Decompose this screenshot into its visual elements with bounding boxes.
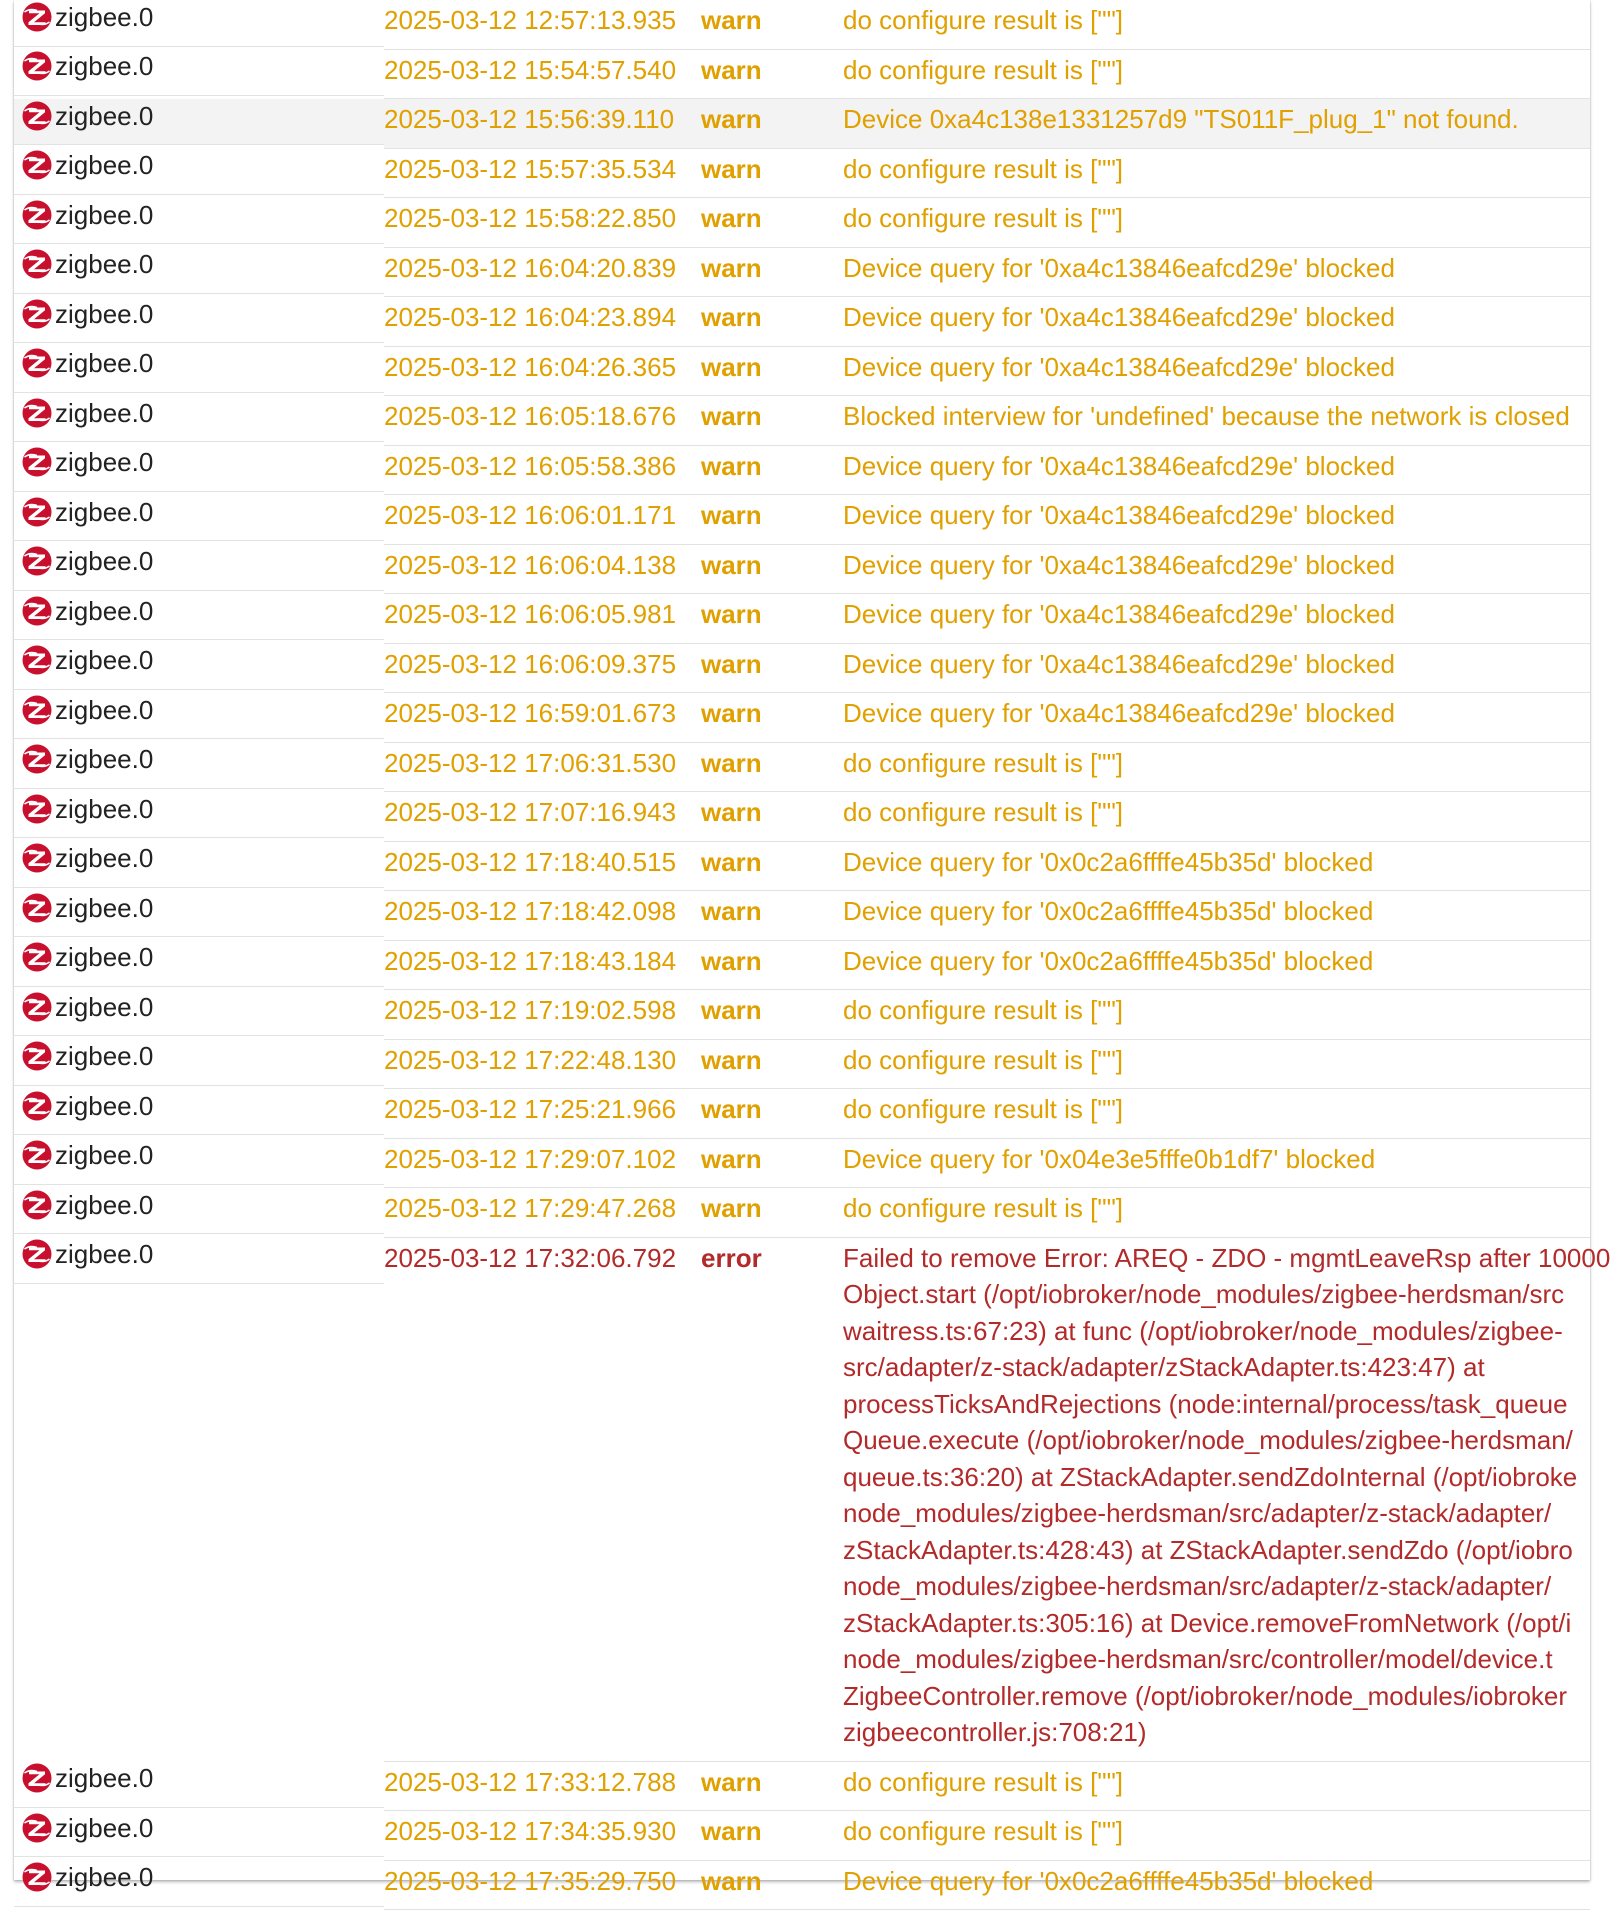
log-table	[14, 0, 1610, 1910]
log-row[interactable]	[14, 544, 1590, 594]
log-timestamp: 2025-03-12 17:25:21.966	[384, 1089, 701, 1139]
zigbee-logo-icon	[22, 744, 52, 774]
log-timestamp: 2025-03-12 17:33:12.788	[384, 1761, 701, 1811]
log-row[interactable]	[14, 99, 1590, 149]
log-message-line: ZigbeeController.remove (/opt/iobroker/node_modules/iobroker	[843, 1680, 1568, 1711]
log-message: Device query for '0xa4c13846eafcd29e' blocked	[843, 643, 1590, 693]
zigbee-logo-icon	[22, 398, 52, 428]
log-source-cell	[14, 148, 384, 195]
zigbee-logo-icon	[22, 942, 52, 972]
log-source-cell	[14, 990, 384, 1037]
log-level: warn	[701, 693, 843, 743]
log-timestamp: 2025-03-12 16:05:58.386	[384, 445, 701, 495]
zigbee-logo-icon	[22, 101, 52, 131]
zigbee-logo-icon	[22, 2, 52, 32]
zigbee-logo-icon	[22, 447, 52, 477]
zigbee-logo-icon	[22, 200, 52, 230]
log-source: zigbee.0	[55, 2, 154, 32]
log-message-line: Queue.execute (/opt/iobroker/node_modules/zigbee-herdsman/	[843, 1425, 1573, 1455]
log-timestamp: 2025-03-12 16:06:01.171	[384, 495, 701, 545]
log-message: do configure result is [""]	[843, 1811, 1590, 1861]
log-level: warn	[701, 1039, 843, 1089]
log-message: Device query for '0xa4c13846eafcd29e' blocked	[843, 445, 1590, 495]
log-timestamp: 2025-03-12 17:19:02.598	[384, 990, 701, 1040]
log-level: warn	[701, 643, 843, 693]
log-row[interactable]	[14, 643, 1590, 693]
log-message: Device query for '0xa4c13846eafcd29e' blocked	[843, 297, 1590, 347]
log-timestamp: 2025-03-12 17:07:16.943	[384, 792, 701, 842]
log-source-cell	[14, 1237, 384, 1284]
log-row[interactable]	[14, 594, 1590, 644]
log-source-cell	[14, 940, 384, 987]
log-source-cell	[14, 544, 384, 591]
log-level: warn	[701, 594, 843, 644]
log-message-line: waitress.ts:67:23) at func (/opt/iobroker/node_modules/zigbee-	[843, 1315, 1563, 1346]
log-row[interactable]	[14, 742, 1590, 792]
log-message-line: Failed to remove Error: AREQ - ZDO - mgmtLeaveRsp after 10000	[843, 1242, 1610, 1273]
zigbee-logo-icon	[22, 1190, 52, 1220]
zigbee-logo-icon	[22, 1862, 52, 1892]
log-message: Device query for '0xa4c13846eafcd29e' blocked	[843, 495, 1590, 545]
log-message: do configure result is [""]	[843, 792, 1590, 842]
log-row[interactable]	[14, 247, 1590, 297]
log-source-cell	[14, 297, 384, 344]
log-row[interactable]	[14, 1811, 1590, 1861]
log-source: zigbee.0	[55, 942, 154, 972]
log-level: warn	[701, 891, 843, 941]
log-message: Device query for '0x0c2a6ffffe45b35d' blocked	[843, 841, 1590, 891]
log-timestamp: 2025-03-12 16:04:26.365	[384, 346, 701, 396]
log-row[interactable]	[14, 1138, 1590, 1188]
log-row[interactable]	[14, 1860, 1590, 1910]
log-row[interactable]	[14, 49, 1590, 99]
log-message: Device query for '0xa4c13846eafcd29e' blocked	[843, 594, 1590, 644]
log-source-cell	[14, 891, 384, 938]
log-level: error	[701, 1237, 843, 1761]
log-message: do configure result is [""]	[843, 49, 1590, 99]
log-level: warn	[701, 1089, 843, 1139]
zigbee-logo-icon	[22, 1763, 52, 1793]
log-level: warn	[701, 49, 843, 99]
log-source-cell	[14, 594, 384, 641]
log-level: warn	[701, 990, 843, 1040]
log-timestamp: 2025-03-12 17:29:47.268	[384, 1188, 701, 1238]
log-timestamp: 2025-03-12 16:06:09.375	[384, 643, 701, 693]
zigbee-logo-icon	[22, 695, 52, 725]
log-level: warn	[701, 99, 843, 149]
log-source-cell	[14, 841, 384, 888]
log-level: warn	[701, 940, 843, 990]
log-source-cell	[14, 0, 384, 47]
log-message: Device query for '0x0c2a6ffffe45b35d' blocked	[843, 891, 1590, 941]
log-row[interactable]	[14, 891, 1590, 941]
log-source: zigbee.0	[55, 1862, 154, 1892]
log-timestamp: 2025-03-12 15:58:22.850	[384, 198, 701, 248]
log-source: zigbee.0	[55, 1189, 154, 1220]
log-source: zigbee.0	[55, 843, 154, 873]
zigbee-logo-icon	[22, 843, 52, 873]
log-level: warn	[701, 198, 843, 248]
log-source: zigbee.0	[55, 1140, 154, 1170]
log-timestamp: 2025-03-12 17:22:48.130	[384, 1039, 701, 1089]
zigbee-logo-icon	[22, 150, 52, 180]
log-source: zigbee.0	[55, 546, 154, 576]
log-row[interactable]	[14, 495, 1590, 545]
log-row[interactable]	[14, 940, 1590, 990]
log-message: Device query for '0x04e3e5fffe0b1df7' blocked	[843, 1138, 1590, 1188]
zigbee-logo-icon	[22, 645, 52, 675]
log-source-cell	[14, 1089, 384, 1136]
log-message-line: node_modules/zigbee-herdsman/src/adapter/z-stack/adapter/	[843, 1571, 1552, 1601]
log-source-cell	[14, 1761, 384, 1808]
log-message: do configure result is [""]	[843, 198, 1590, 248]
log-message: do configure result is [""]	[843, 1089, 1590, 1139]
log-message: do configure result is [""]	[843, 990, 1590, 1040]
log-row[interactable]	[14, 1089, 1590, 1139]
log-message-line: zStackAdapter.ts:428:43) at ZStackAdapter.sendZdo (/opt/iobro	[843, 1534, 1573, 1565]
log-source: zigbee.0	[55, 1090, 154, 1121]
log-timestamp: 2025-03-12 15:56:39.110	[384, 99, 701, 149]
log-level: warn	[701, 148, 843, 198]
log-source-cell	[14, 1860, 384, 1907]
log-source-cell	[14, 247, 384, 294]
log-source-cell	[14, 99, 384, 146]
log-source: zigbee.0	[55, 991, 154, 1022]
log-source-cell	[14, 346, 384, 393]
log-source: zigbee.0	[55, 892, 154, 923]
log-timestamp: 2025-03-12 16:06:04.138	[384, 544, 701, 594]
log-source: zigbee.0	[55, 595, 154, 626]
log-source: zigbee.0	[55, 100, 154, 131]
log-timestamp: 2025-03-12 17:18:40.515	[384, 841, 701, 891]
log-level: warn	[701, 1761, 843, 1811]
zigbee-logo-icon	[22, 596, 52, 626]
log-timestamp: 2025-03-12 16:05:18.676	[384, 396, 701, 446]
log-source-cell	[14, 693, 384, 740]
log-timestamp: 2025-03-12 16:59:01.673	[384, 693, 701, 743]
log-message: do configure result is [""]	[843, 742, 1590, 792]
zigbee-logo-icon	[22, 1091, 52, 1121]
log-level: warn	[701, 396, 843, 446]
log-level: warn	[701, 1860, 843, 1910]
zigbee-logo-icon	[22, 893, 52, 923]
log-message: Device query for '0xa4c13846eafcd29e' blocked	[843, 247, 1590, 297]
log-source-cell	[14, 1811, 384, 1858]
log-source-cell	[14, 792, 384, 839]
log-source-cell	[14, 1138, 384, 1185]
log-source-cell	[14, 742, 384, 789]
log-level: warn	[701, 1138, 843, 1188]
log-message: do configure result is [""]	[843, 148, 1590, 198]
log-row[interactable]	[14, 841, 1590, 891]
log-table-body	[14, 0, 1610, 1910]
log-source: zigbee.0	[55, 298, 154, 329]
log-row[interactable]	[14, 1039, 1590, 1089]
log-timestamp: 2025-03-12 17:18:43.184	[384, 940, 701, 990]
log-level: warn	[701, 247, 843, 297]
log-row[interactable]	[14, 990, 1590, 1040]
log-level: warn	[701, 346, 843, 396]
log-level: warn	[701, 445, 843, 495]
log-source-cell	[14, 198, 384, 245]
log-source-cell	[14, 1188, 384, 1235]
log-source: zigbee.0	[55, 694, 154, 725]
log-message-line: processTicksAndRejections (node:internal/process/task_queue	[843, 1388, 1568, 1419]
log-level: warn	[701, 1811, 843, 1861]
log-source: zigbee.0	[55, 1239, 154, 1269]
log-source-cell	[14, 1039, 384, 1086]
log-message: Device query for '0x0c2a6ffffe45b35d' blocked	[843, 940, 1590, 990]
log-timestamp: 2025-03-12 17:34:35.930	[384, 1811, 701, 1861]
log-level: warn	[701, 1188, 843, 1238]
log-source-cell	[14, 495, 384, 542]
log-row[interactable]	[14, 198, 1590, 248]
log-timestamp: 2025-03-12 17:32:06.792	[384, 1237, 701, 1761]
log-row[interactable]	[14, 445, 1590, 495]
log-panel	[14, 0, 1610, 1896]
log-source-cell	[14, 643, 384, 690]
log-row[interactable]	[14, 0, 1590, 49]
zigbee-logo-icon	[22, 1239, 52, 1269]
log-level: warn	[701, 297, 843, 347]
zigbee-logo-icon	[22, 497, 52, 527]
log-row[interactable]	[14, 693, 1590, 743]
log-message: do configure result is [""]	[843, 1039, 1590, 1089]
log-message: Blocked interview for 'undefined' because the network is closed	[843, 396, 1590, 446]
log-timestamp: 2025-03-12 16:06:05.981	[384, 594, 701, 644]
log-level: warn	[701, 742, 843, 792]
log-source: zigbee.0	[55, 249, 154, 279]
log-row[interactable]	[14, 396, 1590, 446]
log-message	[843, 1237, 1610, 1761]
log-source: zigbee.0	[55, 1041, 154, 1071]
zigbee-logo-icon	[22, 1813, 52, 1843]
log-source: zigbee.0	[55, 199, 154, 230]
log-source: zigbee.0	[55, 51, 154, 81]
log-source: zigbee.0	[55, 744, 154, 774]
log-row[interactable]	[14, 297, 1590, 347]
log-row[interactable]	[14, 346, 1590, 396]
log-row[interactable]	[14, 1237, 1590, 1761]
zigbee-logo-icon	[22, 992, 52, 1022]
log-message: do configure result is [""]	[843, 1761, 1590, 1811]
zigbee-logo-icon	[22, 299, 52, 329]
zigbee-logo-icon	[22, 348, 52, 378]
log-timestamp: 2025-03-12 15:54:57.540	[384, 49, 701, 99]
log-level: warn	[701, 841, 843, 891]
zigbee-logo-icon	[22, 1041, 52, 1071]
log-message-line: Object.start (/opt/iobroker/node_modules/zigbee-herdsman/src	[843, 1279, 1565, 1309]
log-source: zigbee.0	[55, 1812, 154, 1843]
log-timestamp: 2025-03-12 17:06:31.530	[384, 742, 701, 792]
log-timestamp: 2025-03-12 16:04:20.839	[384, 247, 701, 297]
log-source-cell	[14, 445, 384, 492]
log-row[interactable]	[14, 148, 1590, 198]
log-source: zigbee.0	[55, 793, 154, 824]
log-message: Device query for '0x0c2a6ffffe45b35d' blocked	[843, 1860, 1590, 1910]
log-timestamp: 2025-03-12 12:57:13.935	[384, 0, 701, 49]
log-timestamp: 2025-03-12 15:57:35.534	[384, 148, 701, 198]
log-level: warn	[701, 495, 843, 545]
zigbee-logo-icon	[22, 794, 52, 824]
log-message: Device query for '0xa4c13846eafcd29e' blocked	[843, 346, 1590, 396]
zigbee-logo-icon	[22, 1140, 52, 1170]
log-message-line: src/adapter/z-stack/adapter/zStackAdapter.ts:423:47) at	[843, 1352, 1485, 1382]
zigbee-logo-icon	[22, 546, 52, 576]
log-source: zigbee.0	[55, 496, 154, 527]
log-source: zigbee.0	[55, 348, 154, 378]
log-timestamp: 2025-03-12 17:29:07.102	[384, 1138, 701, 1188]
log-source-cell	[14, 49, 384, 96]
log-level: warn	[701, 0, 843, 49]
log-message: Device 0xa4c138e1331257d9 "TS011F_plug_1" not found.	[843, 99, 1590, 149]
log-level: warn	[701, 544, 843, 594]
log-message: do configure result is [""]	[843, 1188, 1590, 1238]
log-source: zigbee.0	[55, 397, 154, 428]
log-source-cell	[14, 396, 384, 443]
log-message: do configure result is [""]	[843, 0, 1590, 49]
log-source: zigbee.0	[55, 645, 154, 675]
log-row[interactable]	[14, 1188, 1590, 1238]
log-row[interactable]	[14, 1761, 1590, 1811]
log-timestamp: 2025-03-12 17:35:29.750	[384, 1860, 701, 1910]
log-row[interactable]	[14, 792, 1590, 842]
log-message-line: zStackAdapter.ts:305:16) at Device.removeFromNetwork (/opt/i	[843, 1607, 1572, 1638]
log-source: zigbee.0	[55, 447, 154, 477]
zigbee-logo-icon	[22, 249, 52, 279]
log-timestamp: 2025-03-12 16:04:23.894	[384, 297, 701, 347]
log-source: zigbee.0	[55, 150, 154, 180]
log-message: Device query for '0xa4c13846eafcd29e' blocked	[843, 544, 1590, 594]
log-timestamp: 2025-03-12 17:18:42.098	[384, 891, 701, 941]
zigbee-logo-icon	[22, 51, 52, 81]
log-message: Device query for '0xa4c13846eafcd29e' blocked	[843, 693, 1590, 743]
log-message-line: zigbeecontroller.js:708:21)	[843, 1717, 1147, 1747]
log-level: warn	[701, 792, 843, 842]
log-message-line: node_modules/zigbee-herdsman/src/controller/model/device.t	[843, 1644, 1553, 1674]
log-source: zigbee.0	[55, 1763, 154, 1793]
log-message-line: queue.ts:36:20) at ZStackAdapter.sendZdoInternal (/opt/iobroke	[843, 1461, 1578, 1492]
log-message-line: node_modules/zigbee-herdsman/src/adapter/z-stack/adapter/	[843, 1498, 1552, 1528]
